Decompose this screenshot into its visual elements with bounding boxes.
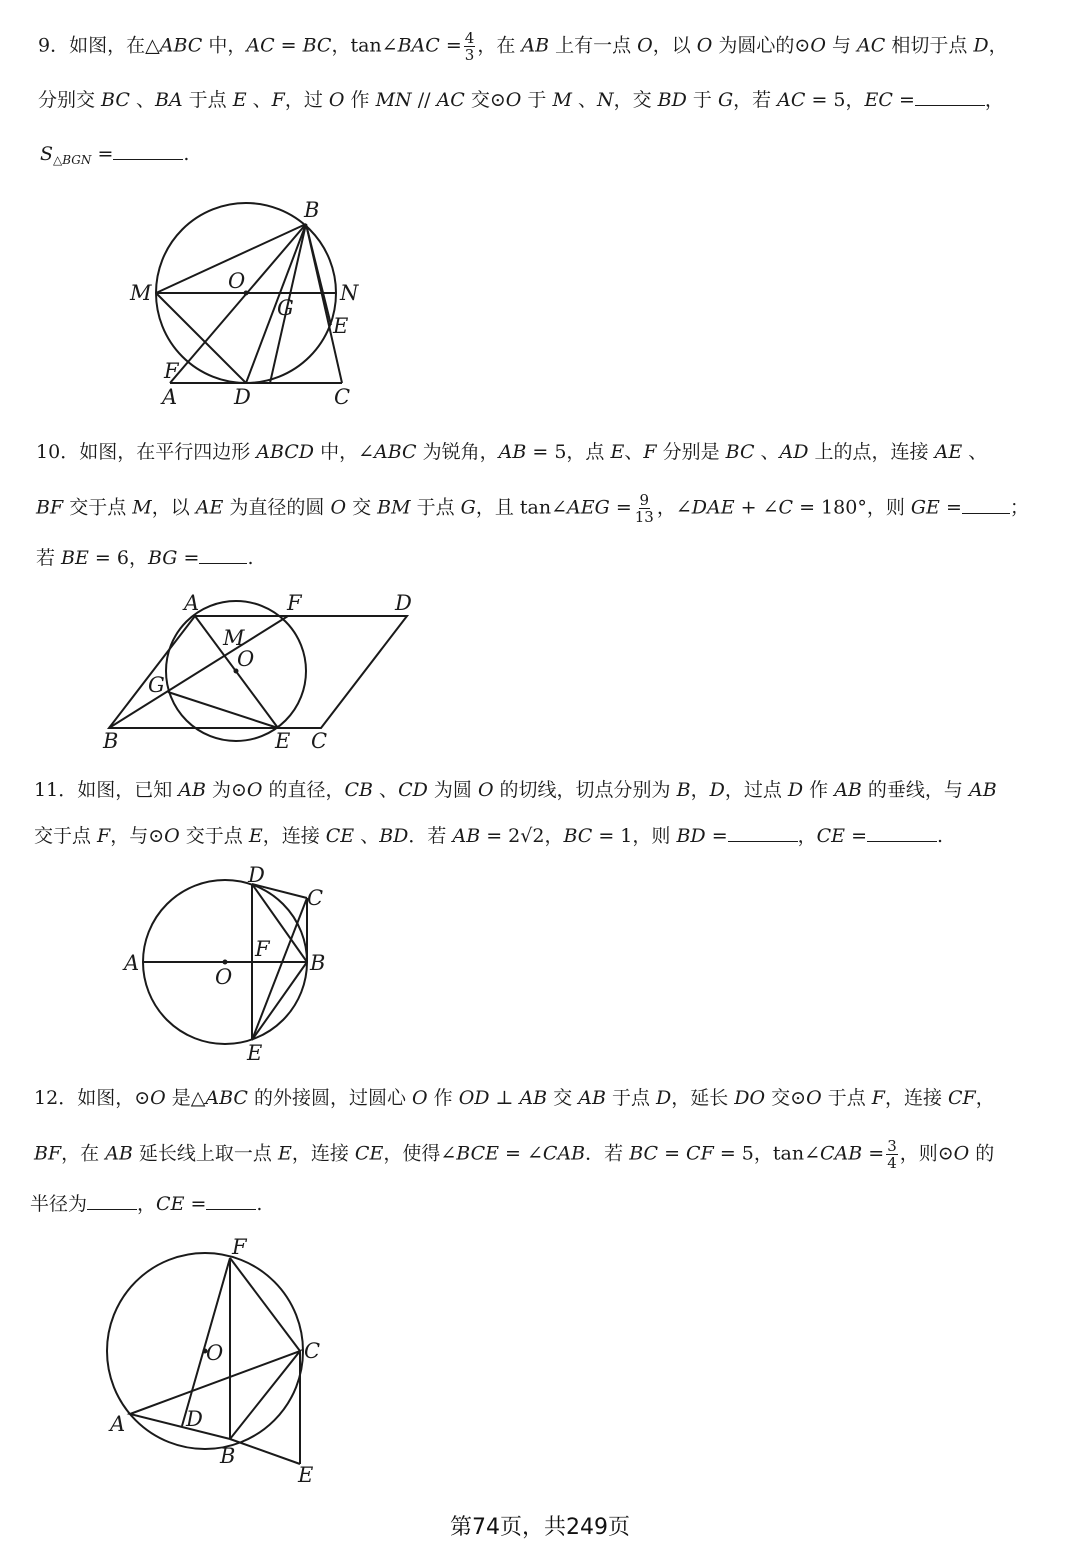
label-b: B (310, 951, 326, 975)
problem-12-line-2: BF，在 AB 延长线上取一点 E，连接 CE，使得∠BCE = ∠CAB．若 BC = CF = 5，tan∠CAB = $\frac{3}{4}$ ，则⊙O 的 (34, 1137, 995, 1172)
center-dot (223, 960, 228, 965)
label-d: D (234, 385, 251, 409)
problem-11-line-2: 交于点 F，与⊙O 交于点 E，连接 CE 、BD．若 AB = 2√2，BC = 1，则 BD = ，CE = . (34, 825, 944, 847)
problem-number: 12 (34, 1087, 59, 1109)
answer-blank[interactable] (867, 823, 937, 842)
problem-number: 11 (34, 779, 59, 801)
answer-blank[interactable] (87, 1191, 137, 1210)
problem-12-line-1: 12．如图，⊙O 是△ABC 的外接圆，过圆心 O 作 OD ⊥ AB 交 AB 于点 D，延长 DO 交⊙O 于点 F，连接 CF， (34, 1087, 995, 1109)
problem-number: 10 (36, 441, 61, 463)
label-o: O (228, 269, 246, 293)
label-e: E (298, 1463, 314, 1487)
label-n: N (340, 281, 359, 305)
problem-number: 9 (38, 34, 51, 57)
fraction: $\frac{4}{3}$ (464, 29, 475, 64)
answer-blank[interactable] (915, 87, 985, 106)
label-m: M (223, 626, 245, 650)
figure-problem-11 (120, 862, 350, 1067)
label-b: B (304, 198, 320, 222)
label-a: A (184, 591, 200, 615)
answer-blank[interactable] (962, 495, 1010, 514)
problem-10-line-2: BF 交于点 M，以 AE 为直径的圆 O 交 BM 于点 G，且 tan∠AEG = $\frac{9}{13}$ ，∠DAE + ∠C = 180°，则 GE = ； (36, 491, 1029, 526)
label-f: F (287, 591, 302, 615)
figure-problem-12 (100, 1236, 340, 1491)
fraction: $\frac{9}{13}$ (634, 491, 654, 526)
answer-blank[interactable] (113, 141, 183, 160)
problem-9-line-1: 9．如图，在△ABC 中，AC = BC，tan∠BAC = $\frac{4}{3}$ ，在 AB 上有一点 O，以 O 为圆心的⊙O 与 AC 相切于点 D， (38, 29, 1008, 64)
label-m: M (130, 281, 152, 305)
label-e: E (333, 314, 349, 338)
label-g: G (277, 296, 294, 320)
label-a: A (162, 385, 178, 409)
problem-12-line-3: 半径为 ，CE = . (30, 1193, 263, 1215)
label-c: C (334, 385, 351, 409)
label-d: D (395, 591, 412, 615)
problem-9-line-2: 分别交 BC 、BA 于点 E 、F，过 O 作 MN // AC 交⊙O 于 M 、N，交 BD 于 G，若 AC = 5，EC = ， (38, 89, 1004, 111)
figure-problem-10 (95, 590, 435, 760)
label-b: B (220, 1444, 236, 1468)
answer-blank[interactable] (728, 823, 798, 842)
label-b: B (103, 729, 119, 753)
label-g: G (148, 673, 165, 697)
answer-blank[interactable] (199, 545, 247, 564)
label-d: D (186, 1407, 203, 1431)
label-f: F (164, 359, 179, 383)
page-footer: 第74页，共249页 (450, 1515, 630, 1540)
figure-problem-9 (120, 190, 380, 420)
label-o: O (206, 1341, 224, 1365)
label-o: O (237, 647, 255, 671)
problem-10-line-1: 10．如图，在平行四边形 ABCD 中，∠ABC 为锐角，AB = 5，点 E、F 分别是 BC 、AD 上的点，连接 AE 、 (36, 441, 988, 463)
label-c: C (307, 886, 324, 910)
label-e: E (275, 729, 291, 753)
label-o: O (215, 965, 233, 989)
answer-blank[interactable] (206, 1191, 256, 1210)
label-c: C (311, 729, 328, 753)
label-f: F (232, 1235, 247, 1259)
problem-9-line-3: $S_{\triangle BGN}$ = . (40, 143, 190, 167)
label-a: A (124, 951, 140, 975)
problem-10-line-3: 若 BE = 6，BG = . (36, 547, 254, 569)
label-a: A (110, 1412, 126, 1436)
figure-lines (109, 616, 407, 728)
label-d: D (248, 863, 265, 887)
problem-11-line-1: 11．如图，已知 AB 为⊙O 的直径，CB 、CD 为圆 O 的切线，切点分别为 B，D，过点 D 作 AB 的垂线，与 AB (34, 779, 997, 801)
label-f: F (255, 937, 270, 961)
fraction: $\frac{3}{4}$ (887, 1137, 897, 1172)
label-c: C (304, 1339, 321, 1363)
label-e: E (247, 1041, 263, 1065)
